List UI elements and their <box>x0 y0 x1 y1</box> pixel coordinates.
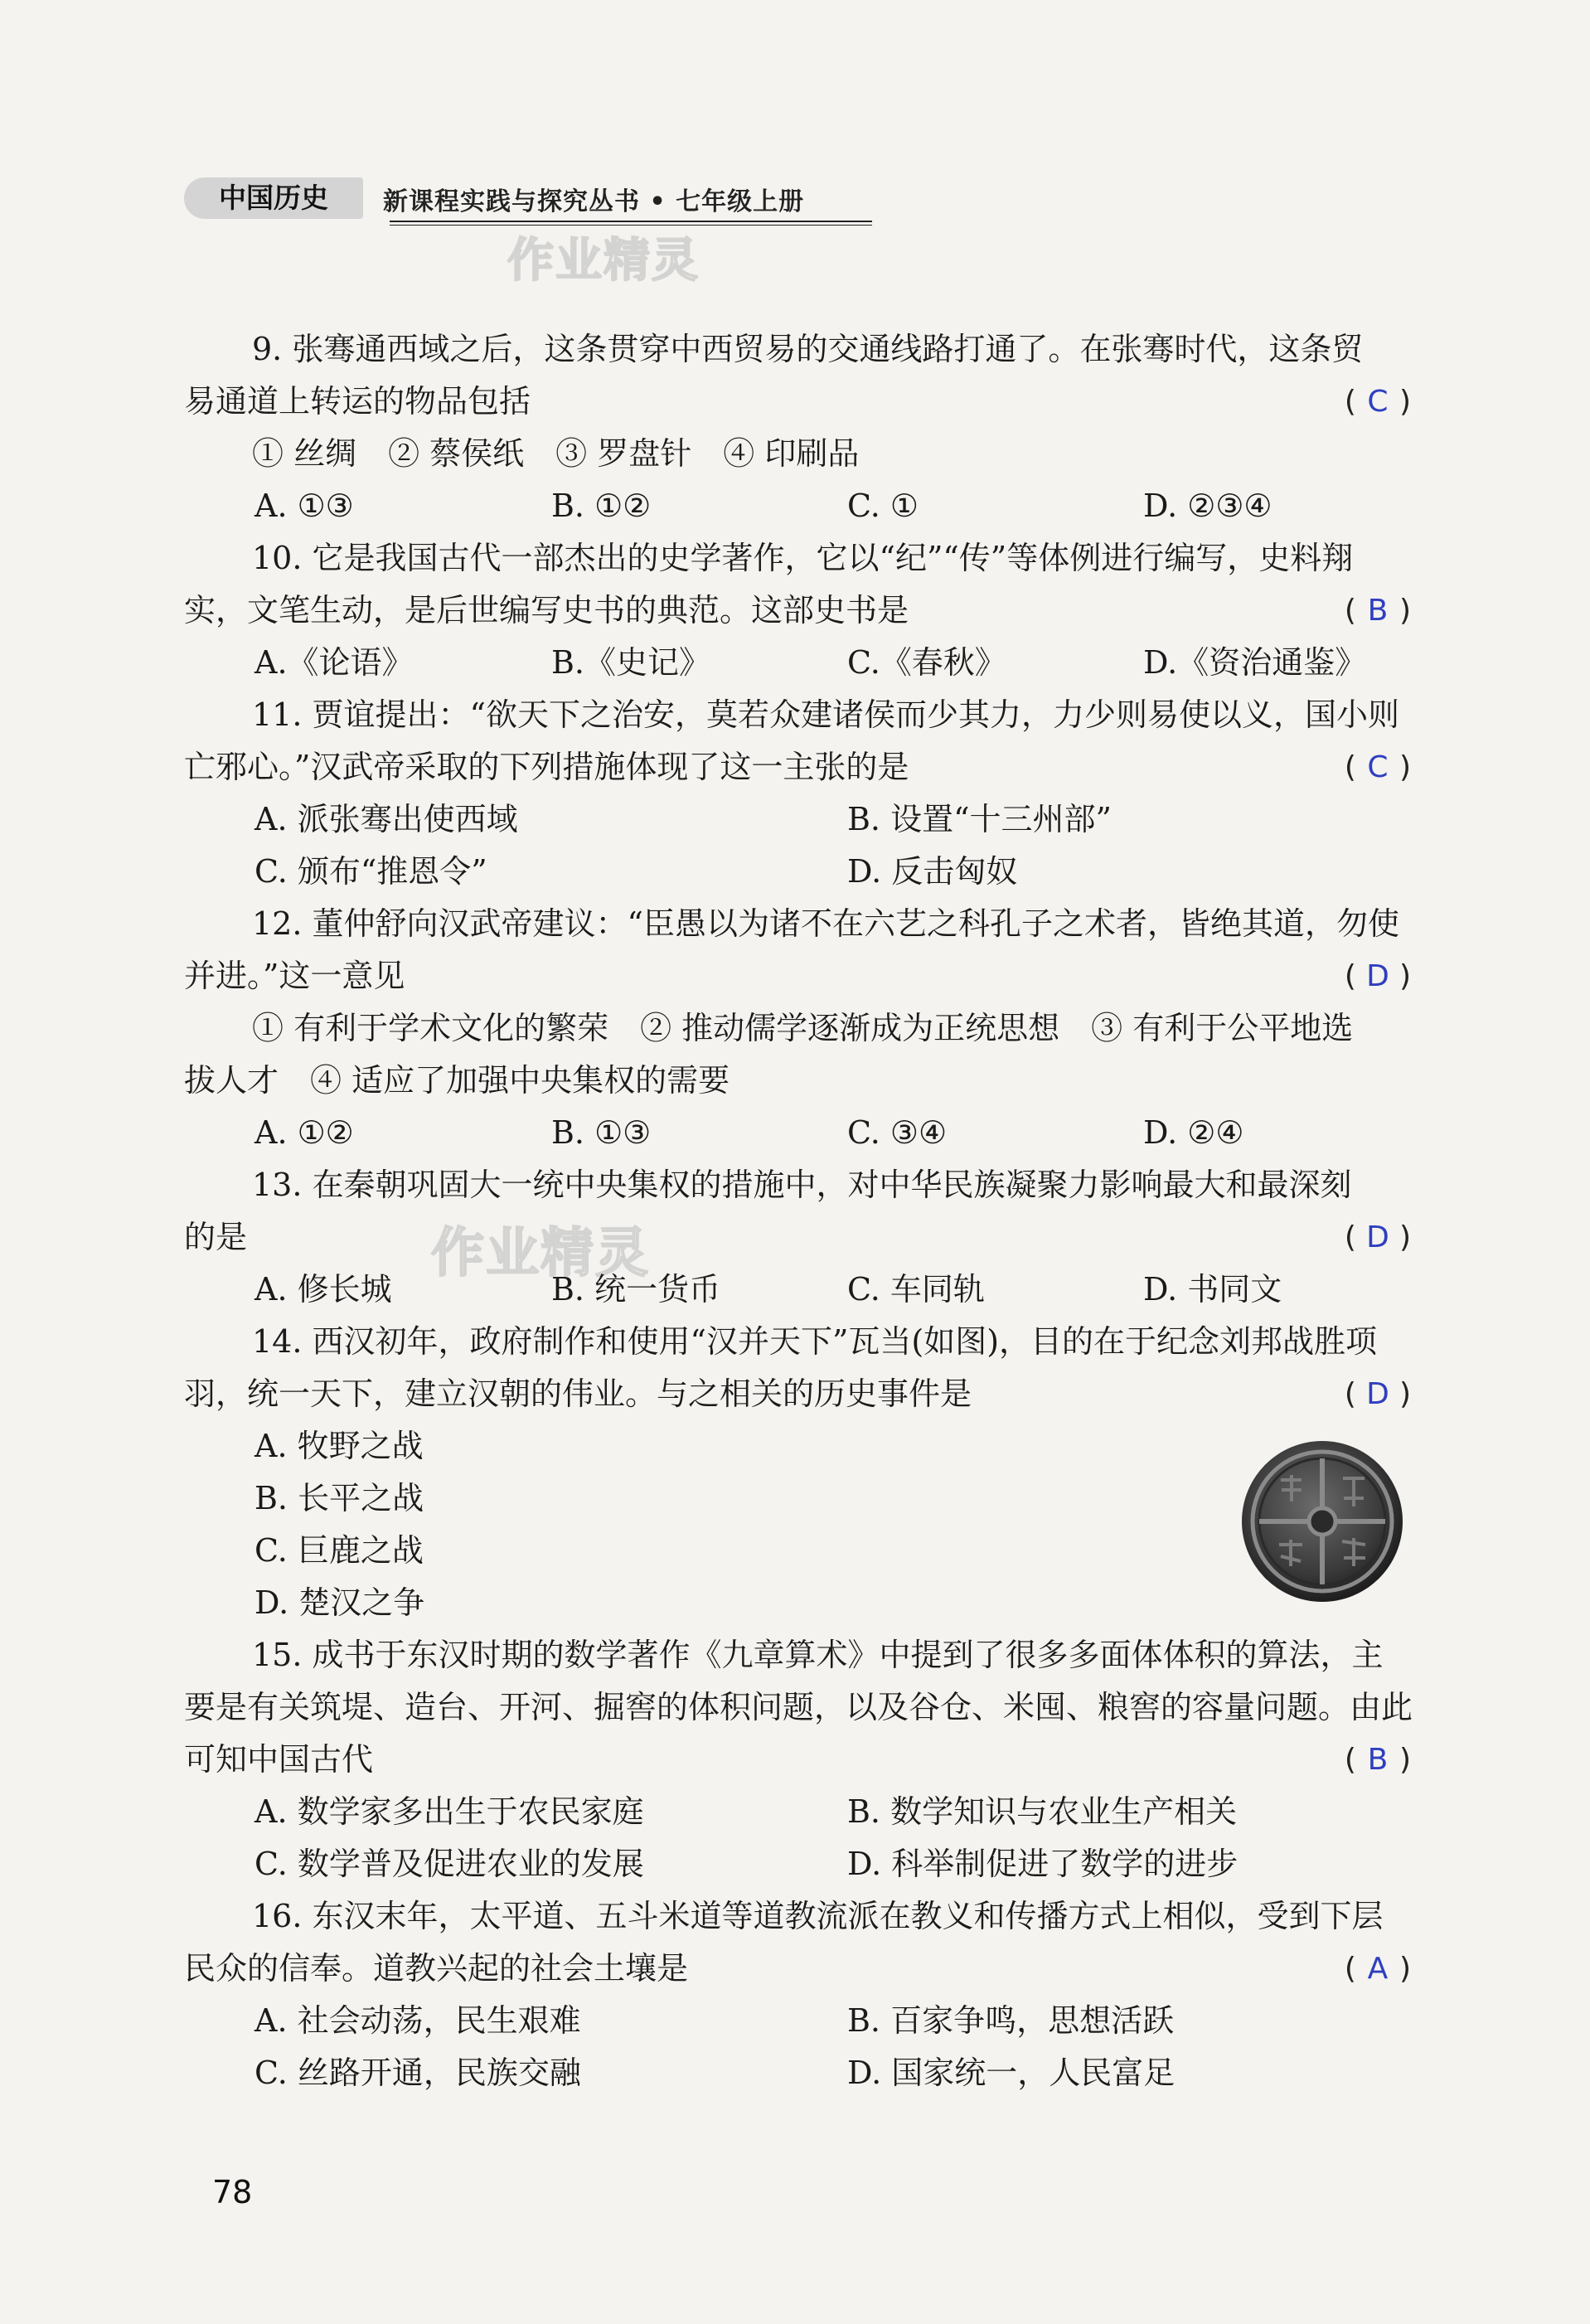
answer-bracket: ( A ) <box>1345 1943 1411 1995</box>
answer-bracket: ( B ) <box>1345 585 1411 637</box>
answer-bracket: ( C ) <box>1345 741 1411 793</box>
option-d: D. ②④ <box>1143 1114 1244 1151</box>
question-14-line-2 <box>184 1368 1411 1420</box>
question-15-options-row-1 <box>184 1786 1411 1838</box>
series-title: 新课程实践与探究丛书 • 七年级上册 <box>383 187 805 216</box>
option-a: A. 数学家多出生于农民家庭 <box>254 1793 644 1830</box>
question-12-options <box>184 1107 1411 1159</box>
question-14-option-d <box>184 1577 1411 1629</box>
option-d: D. 反击匈奴 <box>847 853 1018 890</box>
option-c: C. 巨鹿之战 <box>254 1532 424 1569</box>
question-text: 实，文笔生动，是后世编写史书的典范。这部史书是 <box>184 592 909 628</box>
page-number: 78 <box>212 2174 253 2210</box>
question-12-items-2: 拔人才 ④ 适应了加强中央集权的需要 <box>184 1062 730 1099</box>
question-15-line-3 <box>184 1734 1411 1786</box>
option-b: B.《史记》 <box>551 644 711 681</box>
question-text: 可知中国古代 <box>184 1741 374 1778</box>
watermark: 作业精灵 <box>431 1223 650 1284</box>
option-c: C. 颁布“推恩令” <box>254 853 487 890</box>
option-b: B. 设置“十三州部” <box>847 801 1112 837</box>
question-9-line-1: 9. 张骞通西域之后，这条贯穿中西贸易的交通线路打通了。在张骞时代，这条贸 <box>252 331 1364 367</box>
question-text: 并进。”这一意见 <box>184 958 405 994</box>
answer-11: C <box>1367 750 1389 784</box>
option-a: A. 修长城 <box>254 1271 392 1308</box>
answer-9: C <box>1367 385 1389 419</box>
roof-tile-end-icon <box>1239 1439 1405 1604</box>
question-13-options <box>184 1264 1411 1316</box>
question-11-options-row-1 <box>184 793 1411 846</box>
option-d: D.《资治通鉴》 <box>1143 644 1367 681</box>
question-10-line-1: 10. 它是我国古代一部杰出的史学著作，它以“纪”“传”等体例进行编写，史料翔 <box>252 540 1354 576</box>
header-rule <box>390 221 872 222</box>
question-16-line-2 <box>184 1943 1411 1995</box>
question-12-items-1: ① 有利于学术文化的繁荣 ② 推动儒学逐渐成为正统思想 ③ 有利于公平地选 <box>252 1010 1354 1046</box>
question-15-line-2: 要是有关筑堤、造台、开河、掘窖的体积问题，以及谷仓、米囤、粮窖的容量问题。由此 <box>184 1689 1413 1725</box>
option-b: B. 长平之战 <box>254 1480 424 1516</box>
question-text: 民众的信奉。道教兴起的社会土壤是 <box>184 1950 689 1987</box>
watermark: 作业精灵 <box>507 234 700 288</box>
question-10-options <box>184 637 1411 689</box>
question-12-line-1: 12. 董仲舒向汉武帝建议：“臣愚以为诸不在六艺之科孔子之术者，皆绝其道，勿使 <box>252 905 1399 942</box>
option-c: C.《春秋》 <box>847 644 1006 681</box>
option-a: A. 牧野之战 <box>254 1428 424 1464</box>
question-14-option-a <box>184 1420 1411 1473</box>
question-14-option-c <box>184 1525 1411 1577</box>
option-c: C. ③④ <box>847 1114 948 1151</box>
answer-bracket: ( D ) <box>1345 1368 1411 1420</box>
option-c: C. ① <box>847 488 919 524</box>
question-text: 易通道上转运的物品包括 <box>184 383 531 420</box>
answer-bracket: ( B ) <box>1345 1734 1411 1786</box>
option-d: D. ②③④ <box>1143 488 1272 524</box>
option-a: A.《论语》 <box>254 644 414 681</box>
option-d: D. 科举制促进了数学的进步 <box>847 1846 1239 1882</box>
answer-bracket: ( D ) <box>1345 950 1411 1002</box>
option-d: D. 书同文 <box>1143 1271 1282 1308</box>
option-a: A. 派张骞出使西域 <box>254 801 518 837</box>
option-c: C. 丝路开通，民族交融 <box>254 2055 581 2091</box>
question-text: 羽，统一天下，建立汉朝的伟业。与之相关的历史事件是 <box>184 1375 972 1412</box>
question-text: 的是 <box>184 1219 248 1255</box>
answer-12: D <box>1366 959 1389 993</box>
option-b: B. 数学知识与农业生产相关 <box>847 1793 1238 1830</box>
option-a: A. 社会动荡，民生艰难 <box>254 2002 581 2039</box>
question-15-line-1: 15. 成书于东汉时期的数学著作《九章算术》中提到了很多多面体体积的算法，主 <box>252 1637 1384 1673</box>
option-b: B. ①③ <box>551 1114 652 1151</box>
option-d: D. 楚汉之争 <box>254 1584 425 1621</box>
question-9-line-2 <box>184 376 1411 428</box>
answer-10: B <box>1367 594 1389 628</box>
question-15-options-row-2 <box>184 1838 1411 1890</box>
question-14-option-b <box>184 1473 1411 1525</box>
question-9-items: ① 丝绸 ② 蔡侯纸 ③ 罗盘针 ④ 印刷品 <box>252 435 860 472</box>
option-c: C. 车同轨 <box>847 1271 985 1308</box>
question-16-line-1: 16. 东汉末年，太平道、五斗米道等道教流派在教义和传播方式上相似，受到下层 <box>252 1898 1384 1934</box>
option-d: D. 国家统一，人民富足 <box>847 2055 1176 2091</box>
answer-15: B <box>1367 1743 1389 1777</box>
option-a: A. ①③ <box>254 488 354 524</box>
answer-bracket: ( D ) <box>1345 1211 1411 1264</box>
option-c: C. 数学普及促进农业的发展 <box>254 1846 644 1882</box>
question-12-line-2 <box>184 950 1411 1002</box>
question-11-line-1: 11. 贾谊提出：“欲天下之治安，莫若众建诸侯而少其力，力少则易使以义，国小则 <box>252 696 1399 733</box>
option-b: B. ①② <box>551 488 652 524</box>
page-header <box>184 172 872 226</box>
answer-13: D <box>1366 1220 1389 1254</box>
question-16-options-row-1 <box>184 1995 1411 2047</box>
question-16-options-row-2 <box>184 2047 1411 2099</box>
question-text: 亡邪心。”汉武帝采取的下列措施体现了这一主张的是 <box>184 749 909 785</box>
subject-tag: 中国历史 <box>184 177 363 219</box>
answer-bracket: ( C ) <box>1345 376 1411 428</box>
question-13-line-2 <box>184 1211 1411 1264</box>
option-a: A. ①② <box>254 1114 354 1151</box>
question-11-options-row-2 <box>184 846 1411 898</box>
option-b: B. 百家争鸣，思想活跃 <box>847 2002 1175 2039</box>
question-11-line-2 <box>184 741 1411 793</box>
answer-16: A <box>1367 1952 1389 1986</box>
question-14-line-1: 14. 西汉初年，政府制作和使用“汉并天下”瓦当(如图)，目的在于纪念刘邦战胜项 <box>252 1323 1378 1360</box>
question-list <box>184 323 1411 2099</box>
question-9-options <box>184 480 1411 532</box>
answer-14: D <box>1366 1377 1389 1411</box>
option-b: B. 统一货币 <box>551 1271 721 1308</box>
question-13-line-1: 13. 在秦朝巩固大一统中央集权的措施中，对中华民族凝聚力影响最大和最深刻 <box>252 1167 1352 1203</box>
question-10-line-2 <box>184 585 1411 637</box>
